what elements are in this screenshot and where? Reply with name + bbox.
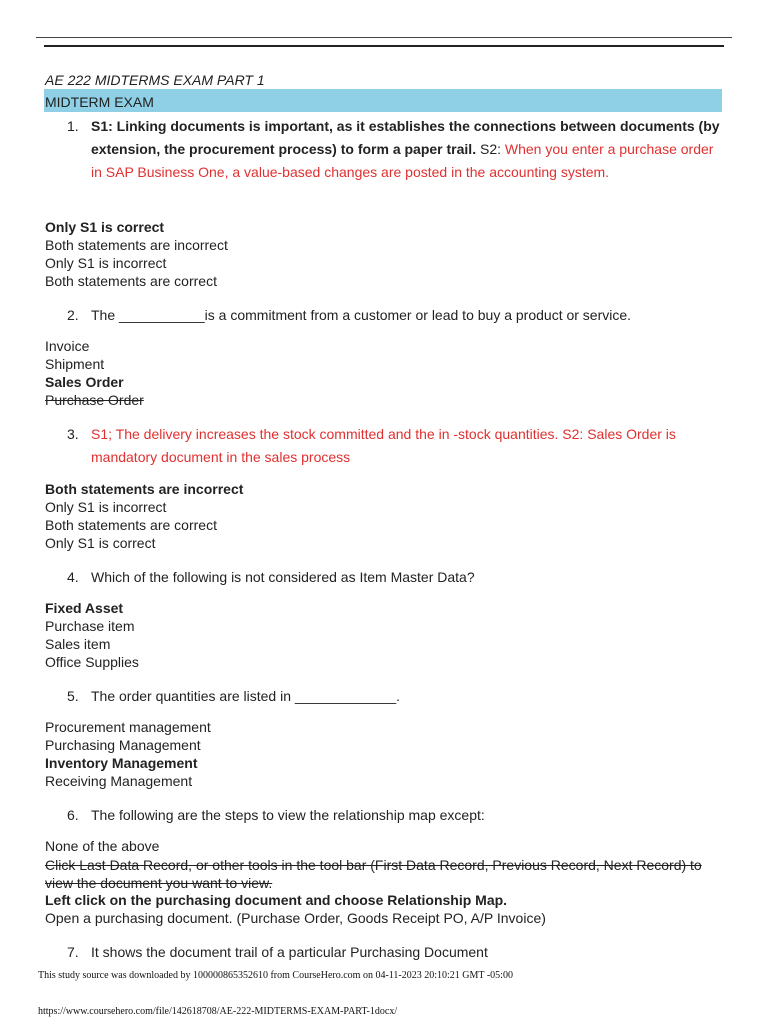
question-text: Which of the following is not considered as Item Master Data?: [91, 569, 475, 585]
statement-s2: When you enter a purchase order in SAP Business One, a value-based changes are posted in the accounting system.: [91, 141, 714, 180]
answer-option: Purchase item: [45, 618, 135, 634]
answer-option: Only S1 is incorrect: [45, 499, 167, 515]
section-banner: [44, 89, 722, 112]
answer-option: Only S1 is correct: [45, 535, 156, 551]
question-text: The following are the steps to view the relationship map except:: [91, 807, 485, 823]
question-number: 2.: [67, 307, 79, 323]
answer-option-selected: Fixed Asset: [45, 600, 124, 616]
answer-option-struck: Click Last Data Record, or other tools in the tool bar (First Data Record, Previous Record, Next Record) to view the document you want to view.: [45, 857, 702, 891]
answer-option: Procurement management: [45, 719, 211, 735]
answer-option: Office Supplies: [45, 654, 139, 670]
statement-s2-prefix: S2:: [476, 141, 505, 157]
answer-option: Both statements are correct: [45, 517, 217, 533]
question-number: 6.: [67, 807, 79, 823]
answer-option-selected: Only S1 is correct: [45, 219, 165, 235]
question-number: 7.: [67, 944, 79, 960]
question-text: The order quantities are listed in _____________.: [91, 688, 400, 704]
answer-option: Receiving Management: [45, 773, 193, 789]
answer-option: Sales item: [45, 636, 111, 652]
question-number: 1.: [67, 118, 79, 134]
document-title: AE 222 MIDTERMS EXAM PART 1: [45, 72, 265, 88]
statement-s1: S1: Linking documents is important, as it establishes the connections between documents (by extension, the procurement process) to form a paper trail.: [91, 118, 720, 157]
question-text: [91, 115, 723, 184]
top-rule: [36, 37, 732, 38]
source-url: https://www.coursehero.com/file/142618708/AE-222-MIDTERMS-EXAM-PART-1docx/: [38, 1006, 398, 1017]
answer-option-struck: Purchase Order: [45, 392, 144, 408]
answer-option: None of the above: [45, 838, 160, 854]
answer-option: Both statements are correct: [45, 273, 217, 289]
answer-option: Purchasing Management: [45, 737, 201, 753]
top-rule-thick: [44, 45, 724, 47]
banner-label: MIDTERM EXAM: [45, 94, 154, 110]
question-text: S1; The delivery increases the stock committed and the in -stock quantities. S2: Sales Order is mandatory document in the sales process: [91, 426, 676, 465]
answer-option: Shipment: [45, 356, 105, 372]
question-text: The ___________is a commitment from a customer or lead to buy a product or service.: [91, 307, 632, 323]
question-number: 3.: [67, 426, 79, 442]
question-number: 5.: [67, 688, 79, 704]
answer-option: Both statements are incorrect: [45, 237, 228, 253]
answer-option: Invoice: [45, 338, 90, 354]
answer-option-selected: Left click on the purchasing document and choose Relationship Map.: [45, 892, 508, 908]
answer-option: Only S1 is incorrect: [45, 255, 167, 271]
answer-option: Open a purchasing document. (Purchase Order, Goods Receipt PO, A/P Invoice): [45, 910, 546, 926]
answer-option-selected: Sales Order: [45, 374, 124, 390]
download-notice: This study source was downloaded by 100000865352610 from CourseHero.com on 04-11-2023 20:10:21 GMT -05:00: [38, 970, 513, 981]
answer-option-selected: Both statements are incorrect: [45, 481, 244, 497]
question-text: It shows the document trail of a particular Purchasing Document: [91, 944, 488, 960]
answer-option-selected: Inventory Management: [45, 755, 198, 771]
question-number: 4.: [67, 569, 79, 585]
